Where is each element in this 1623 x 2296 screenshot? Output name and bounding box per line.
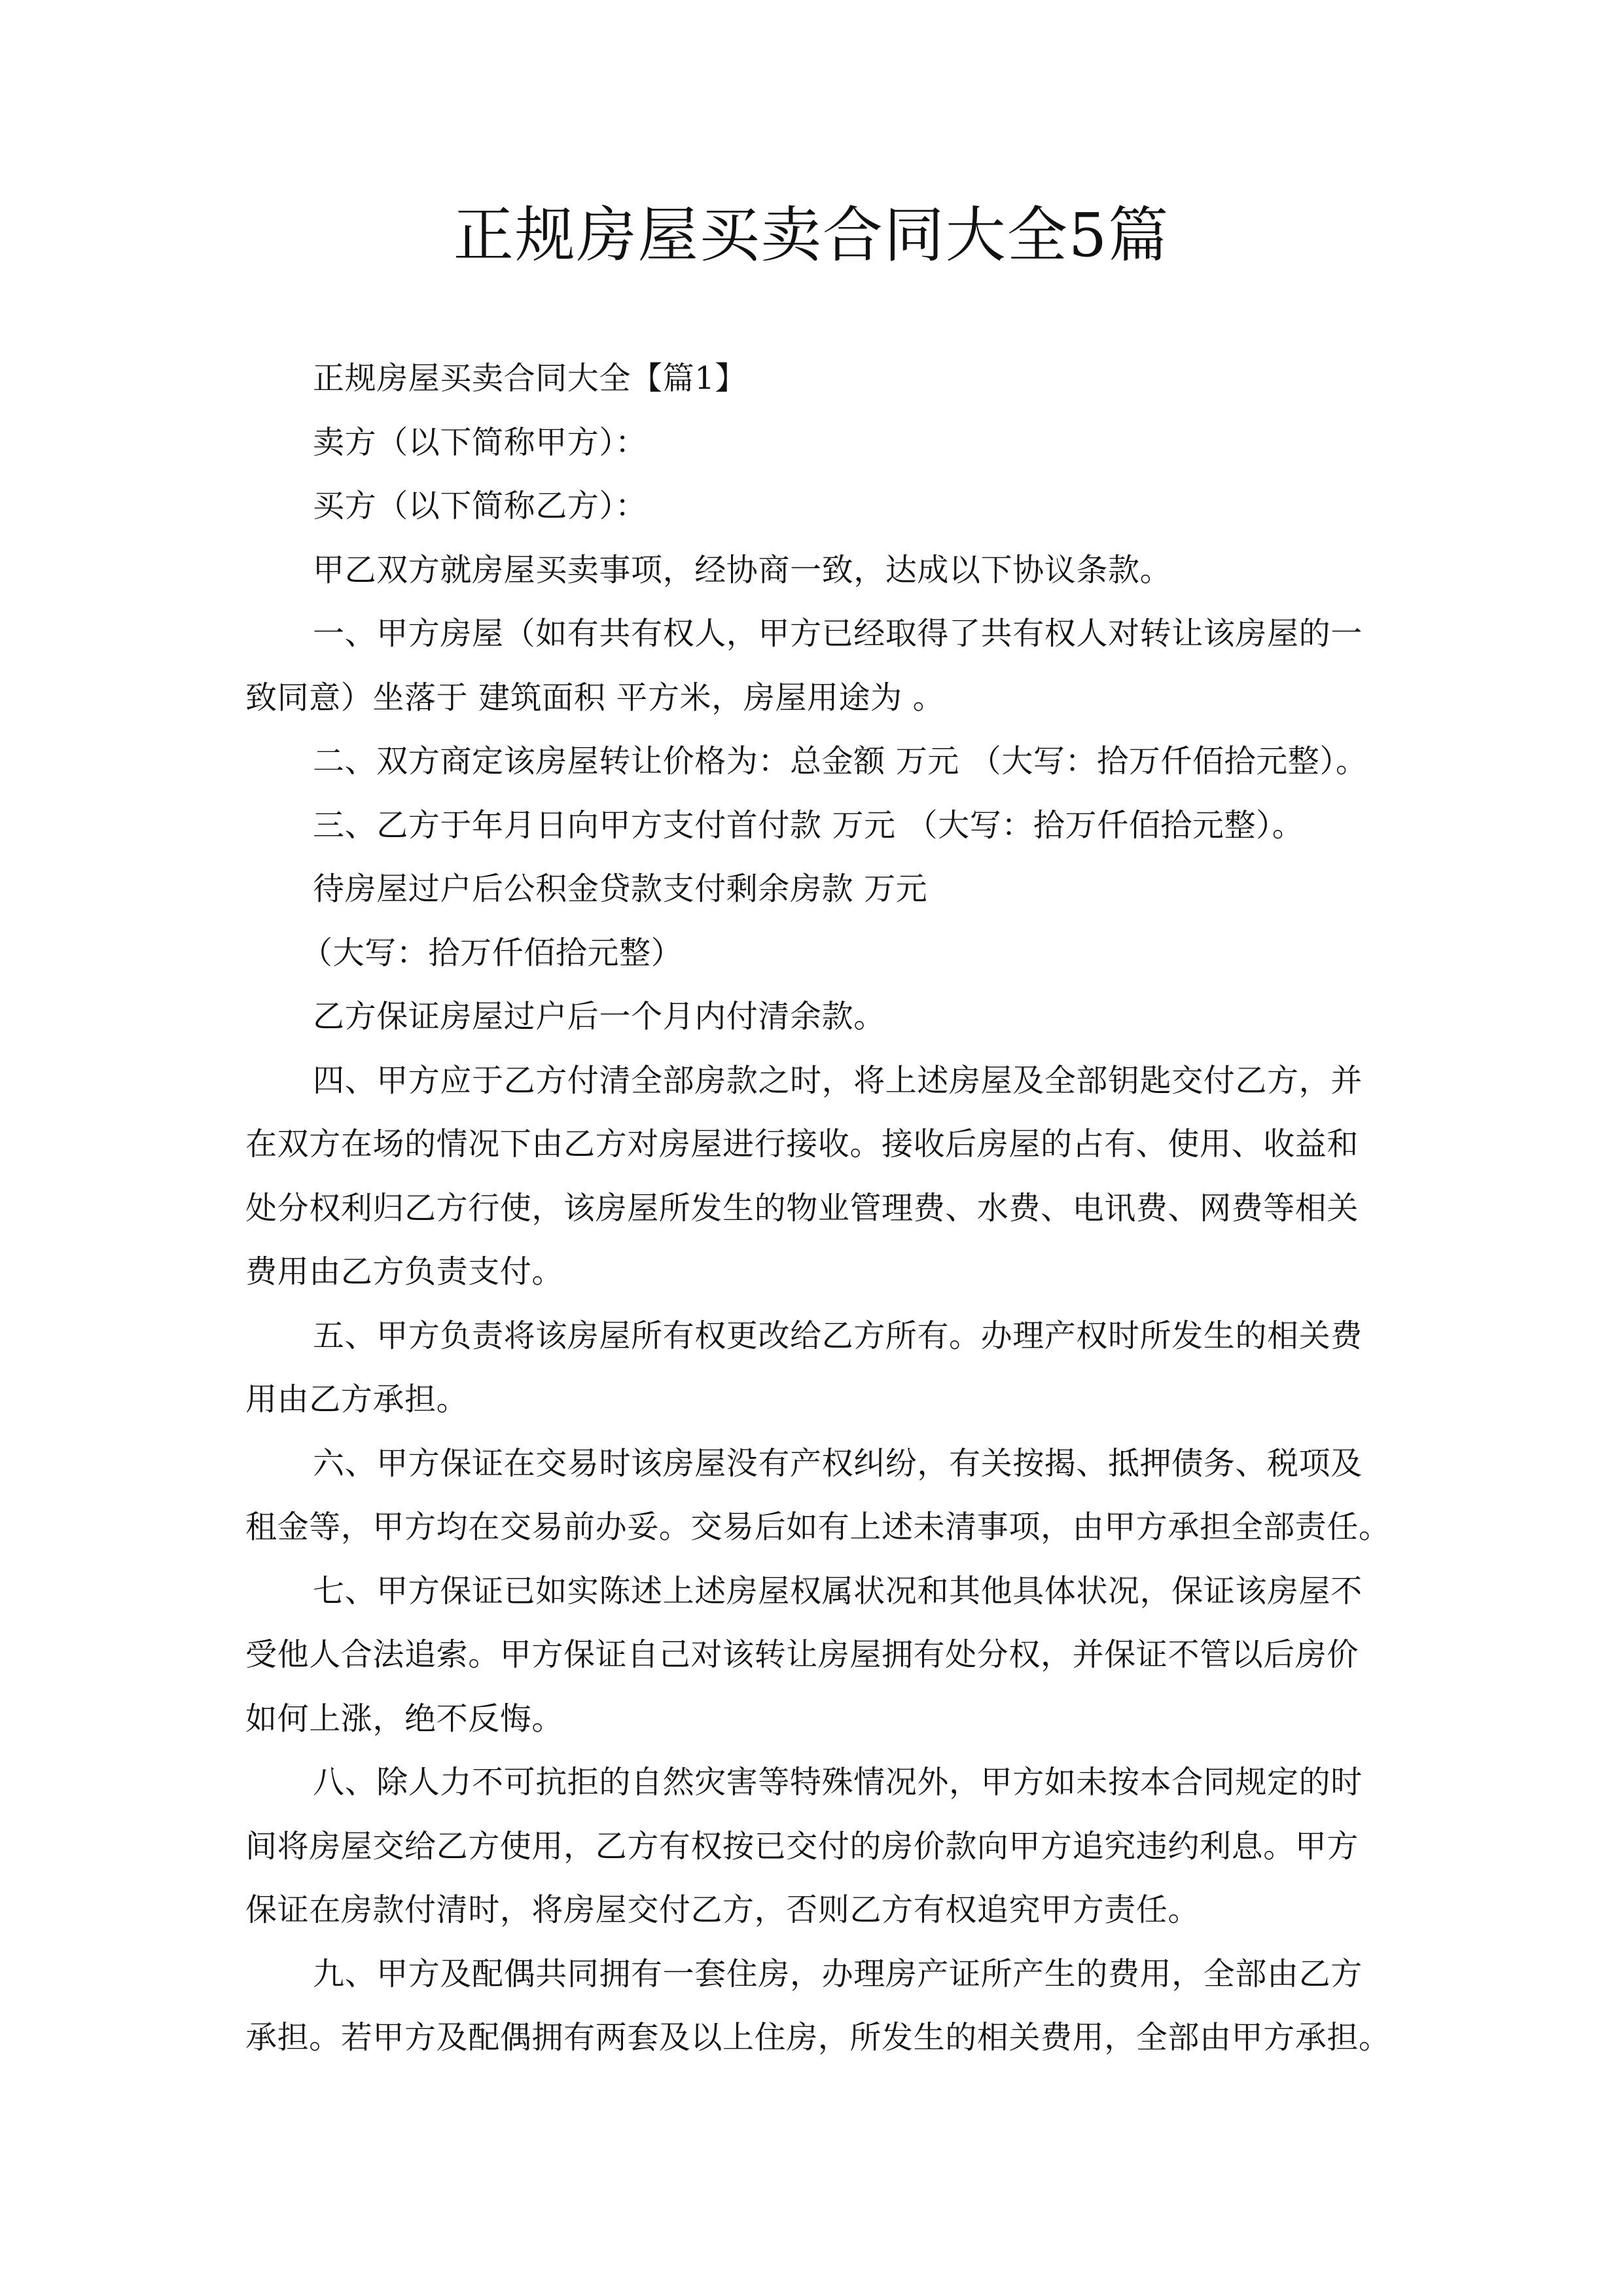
clause-9-line-2: 承担。若甲方及配偶拥有两套及以上住房，所发生的相关费用，全部由甲方承担。 [245, 2019, 1391, 2056]
clause-2: 二、双方商定该房屋转让价格为：总金额 万元 （大写：拾万仟佰拾元整）。 [313, 743, 1368, 780]
buyer-line: 买方（以下简称乙方）： [313, 488, 647, 524]
section-heading: 正规房屋买卖合同大全【篇1】 [313, 360, 747, 397]
agreement-intro: 甲乙双方就房屋买卖事项，经协商一致，达成以下协议条款。 [313, 551, 1172, 588]
clause-7-line-2: 受他人合法追索。甲方保证自己对该转让房屋拥有处分权，并保证不管以后房价 [245, 1636, 1359, 1673]
clause-6-line-1: 六、甲方保证在交易时该房屋没有产权纠纷，有关按揭、抵押债务、税项及 [313, 1444, 1363, 1482]
clause-9-line-1: 九、甲方及配偶共同拥有一套住房，办理房产证所产生的费用，全部由乙方 [313, 1955, 1363, 1992]
clause-7-line-3: 如何上涨，绝不反悔。 [245, 1700, 564, 1737]
clause-4-line-1: 四、甲方应于乙方付清全部房款之时，将上述房屋及全部钥匙交付乙方，并 [313, 1062, 1363, 1099]
seller-line: 卖方（以下简称甲方）： [313, 423, 647, 461]
document-body [245, 347, 1391, 2070]
clause-8-line-1: 八、除人力不可抗拒的自然灾害等特殊情况外，甲方如未按本合同规定的时 [313, 1764, 1363, 1801]
clause-7-line-1: 七、甲方保证已如实陈述上述房屋权属状况和其他具体状况，保证该房屋不 [313, 1572, 1363, 1609]
clause-3-line-3: （大写：拾万仟佰拾元整） [301, 934, 683, 971]
clause-4-line-2: 在双方在场的情况下由乙方对房屋进行接收。接收后房屋的占有、使用、收益和 [245, 1126, 1359, 1162]
clause-6-line-2: 租金等，甲方均在交易前办妥。交易后如有上述未清事项，由甲方承担全部责任。 [245, 1509, 1391, 1545]
clause-4-line-3: 处分权利归乙方行使，该房屋所发生的物业管理费、水费、电讯费、网费等相关 [245, 1189, 1359, 1227]
clause-1-line-1: 一、甲方房屋（如有共有权人，甲方已经取得了共有权人对转让该房屋的一 [313, 615, 1363, 652]
clause-1-line-2: 致同意）坐落于 建筑面积 平方米，房屋用途为 。 [245, 679, 945, 716]
clause-5-line-2: 用由乙方承担。 [245, 1381, 469, 1418]
clause-3-line-1: 三、乙方于年月日向甲方支付首付款 万元 （大写：拾万仟佰拾元整）。 [313, 806, 1304, 844]
clause-5-line-1: 五、甲方负责将该房屋所有权更改给乙方所有。办理产权时所发生的相关费 [313, 1317, 1363, 1354]
clause-3-line-2: 待房屋过户后公积金贷款支付剩余房款 万元 [313, 870, 928, 907]
document-title: 正规房屋买卖合同大全5篇 [453, 200, 1170, 270]
clause-4-line-4: 费用由乙方负责支付。 [245, 1253, 564, 1290]
clause-3-line-4: 乙方保证房屋过户后一个月内付清余款。 [313, 998, 885, 1035]
clause-8-line-2: 间将房屋交给乙方使用，乙方有权按已交付的房价款向甲方追究违约利息。甲方 [245, 1827, 1359, 1865]
clause-8-line-3: 保证在房款付清时，将房屋交付乙方，否则乙方有权追究甲方责任。 [245, 1892, 1200, 1928]
